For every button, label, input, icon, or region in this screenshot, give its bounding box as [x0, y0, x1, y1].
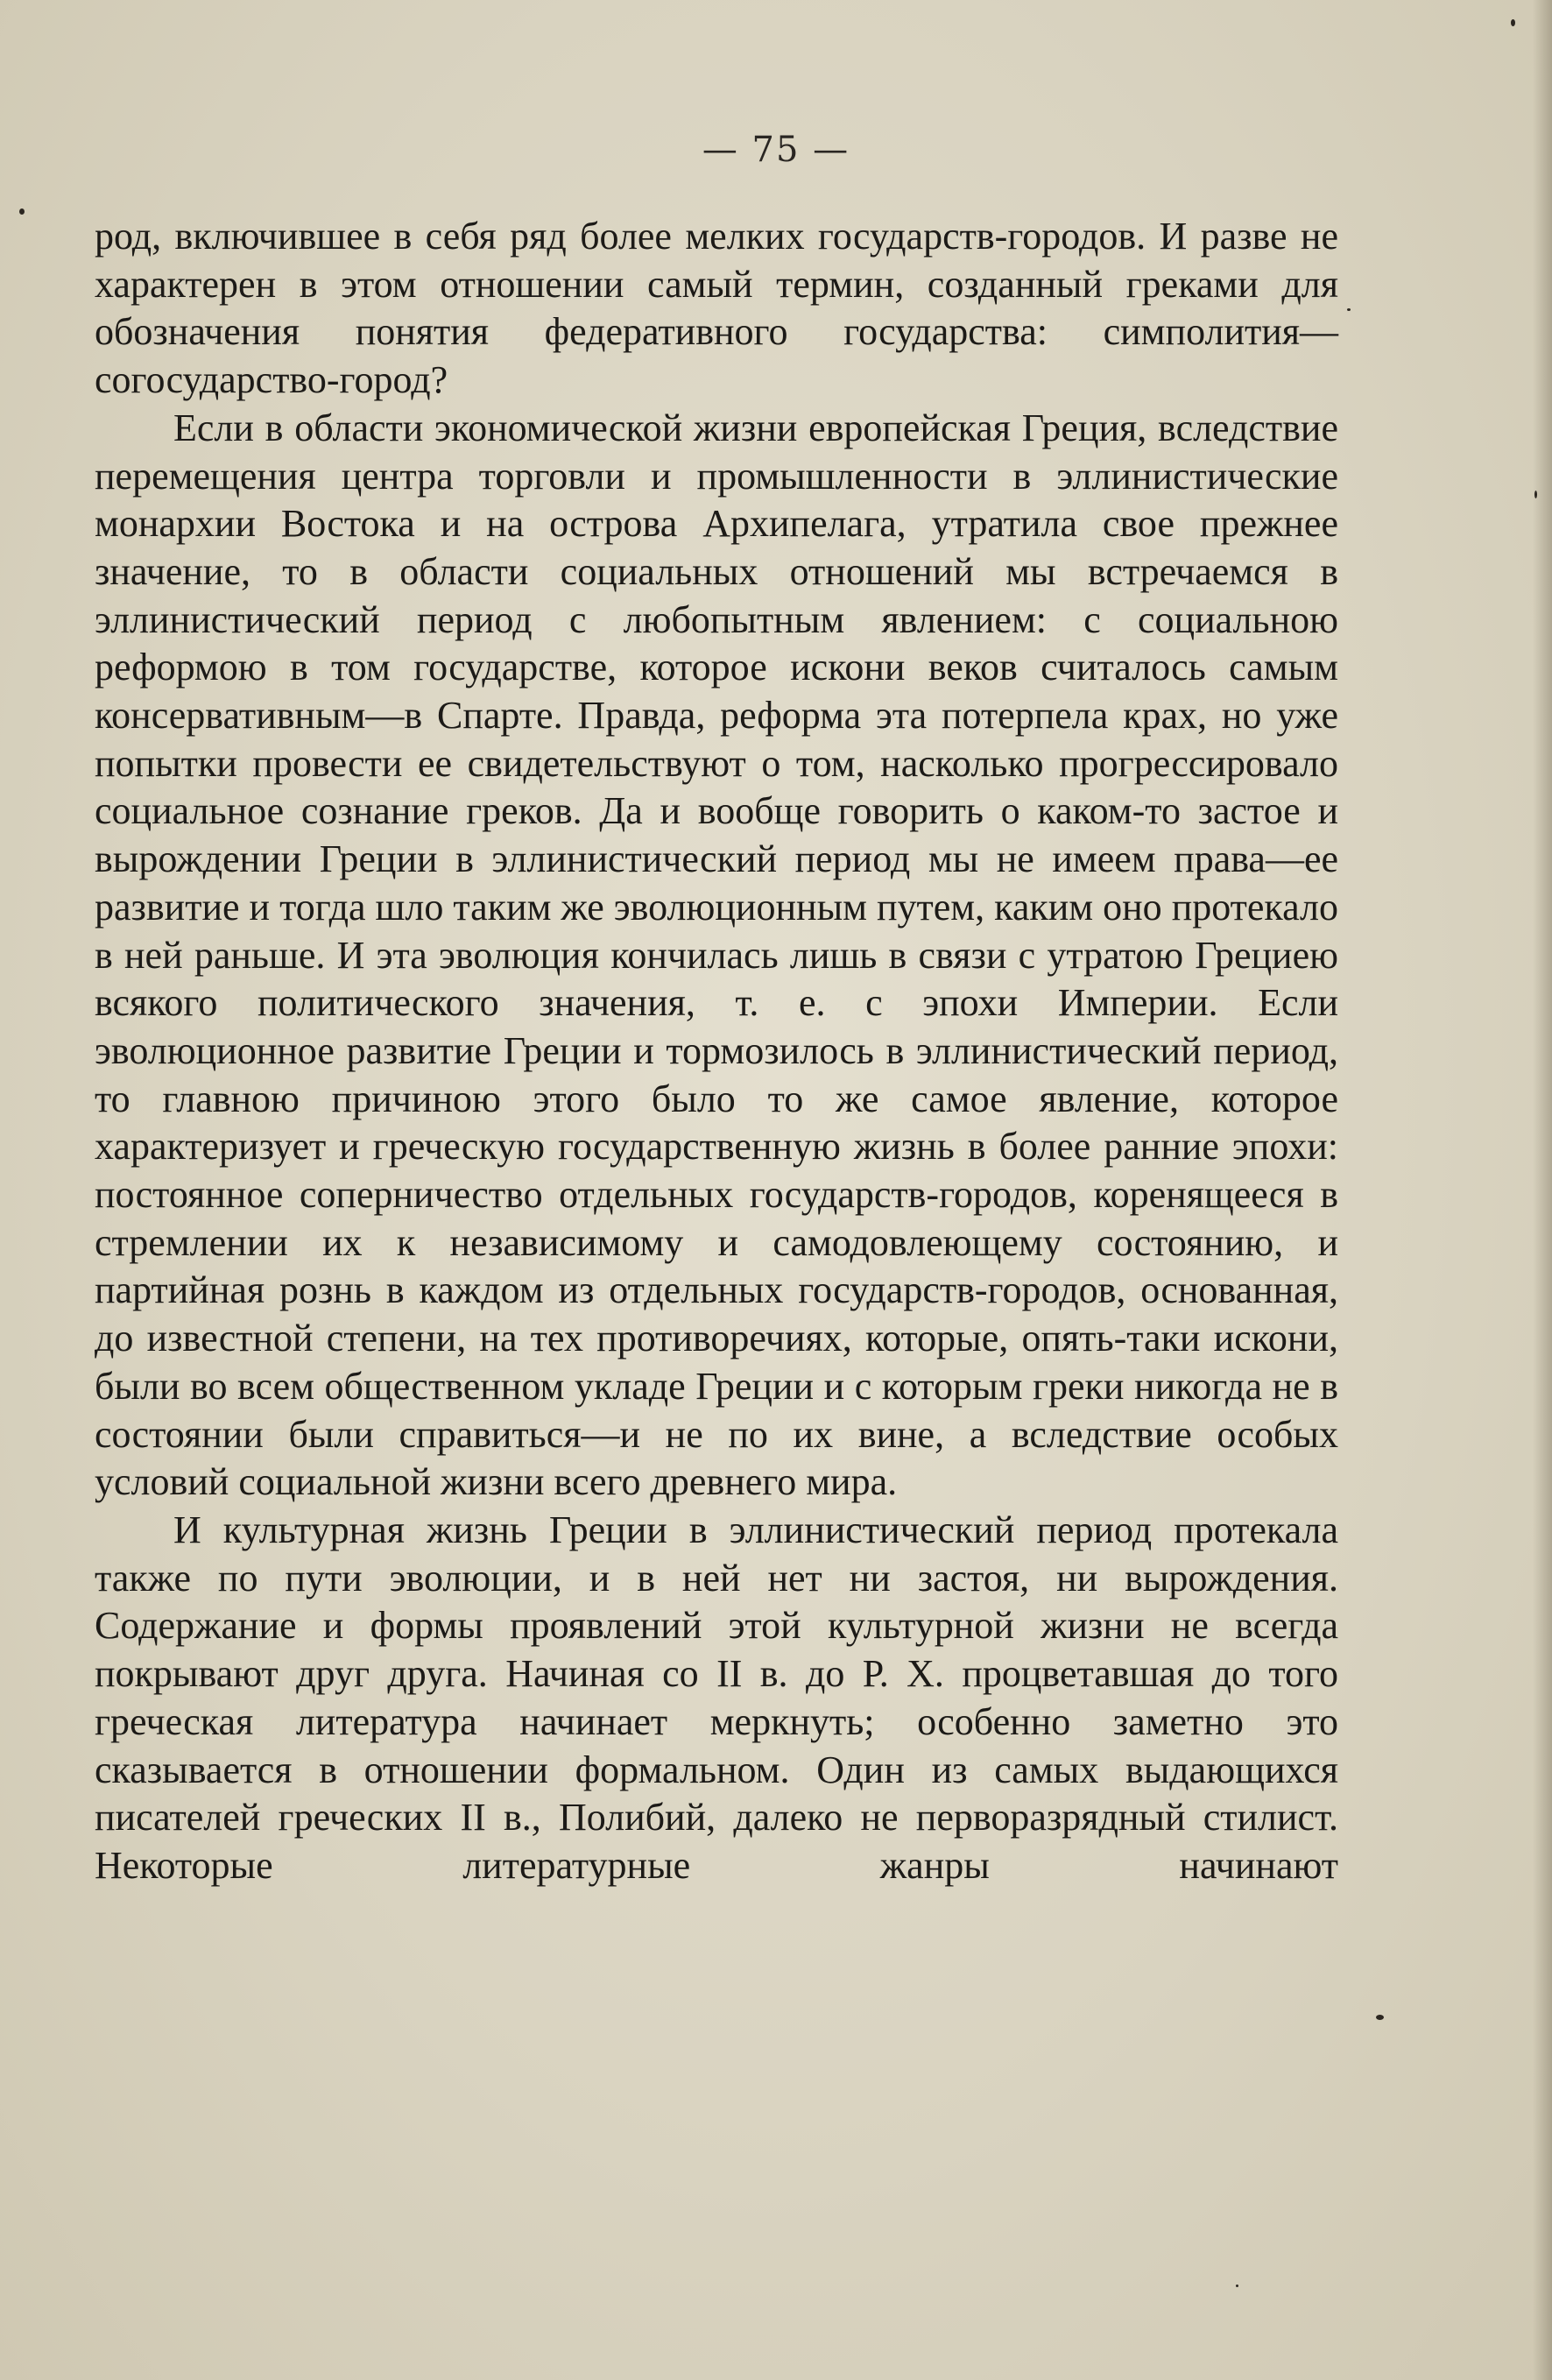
body-text [95, 213, 1338, 1890]
print-speck [1534, 491, 1537, 498]
page-number-header: — 75 — [702, 130, 850, 170]
print-speck [1376, 2015, 1384, 2020]
paragraph-sparta-reform: Если в области экономической жизни европейская Греция, вследствие перемещения центра торговли и промышленности в эллинистические монархии Востока и на острова Архипелага, утратила свое прежнее значение, то в области социальных отношений мы встречаемся в эллинистический период с любопытным явлением: с социальною реформою в том государстве, которое искони веков считалось самым консервативным—в Спарте. Правда, реформа эта потерпела крах, но уже попытки провести ее свидетельствуют о том, насколько прогрессировало социальное сознание греков. Да и вообще говорить о каком-то застое и вырождении Греции в эллинистический период мы не имеем права—ее развитие и тогда шло таким же эволюционным путем, каким оно протекало в ней раньше. И эта эволюция кончилась лишь в связи с утратою Грециею всякого политического значения, т. е. с эпохи Империи. Если эволюционное развитие Греции и тормозилось в эллинистический период, то главною причиною этого было то же самое явление, которое характеризует и греческую государственную жизнь в более ранние эпохи: постоянное соперничество отдельных государств-городов, коренящееся в стремлении их к независимому и самодовлеющему состоянию, и партийная рознь в каждом из отдельных государств-городов, основанная, до известной степени, на тех противоречиях, которые, опять-таки искони, были во всем общественном укладе Греции и с которым греки никогда не в состоянии были справиться—и не по их вине, а вследствие особых условий социальной жизни всего древнего мира. [95, 406, 1338, 1504]
print-speck [1236, 2285, 1238, 2287]
page-edge-shadow [1533, 0, 1552, 2380]
paragraph-cultural-life: И культурная жизнь Греции в эллинистический период протекала также по пути эволюции, и в ней нет ни застоя, ни вырождения. Содержание и формы проявлений этой культурной жизни не всегда покрывают друг друга. Начиная со II в. до Р. Х. процветавшая до того греческая литература начинает меркнуть; особенно заметно это сказывается в отношении формальном. Один из самых выдающихся писателей греческих II в., Полибий, далеко не перворазрядный стилист. Некоторые литературные жанры начинают [95, 1508, 1338, 1887]
paragraph-continuation: род, включившее в себя ряд более мелких государств-городов. И разве не характерен в этом отношении самый термин, созданный греками для обозначения понятия федеративного государства: симполития—согосударство-город? [95, 215, 1338, 402]
print-speck [1511, 19, 1515, 26]
print-speck [1347, 308, 1351, 311]
print-speck [19, 208, 25, 215]
